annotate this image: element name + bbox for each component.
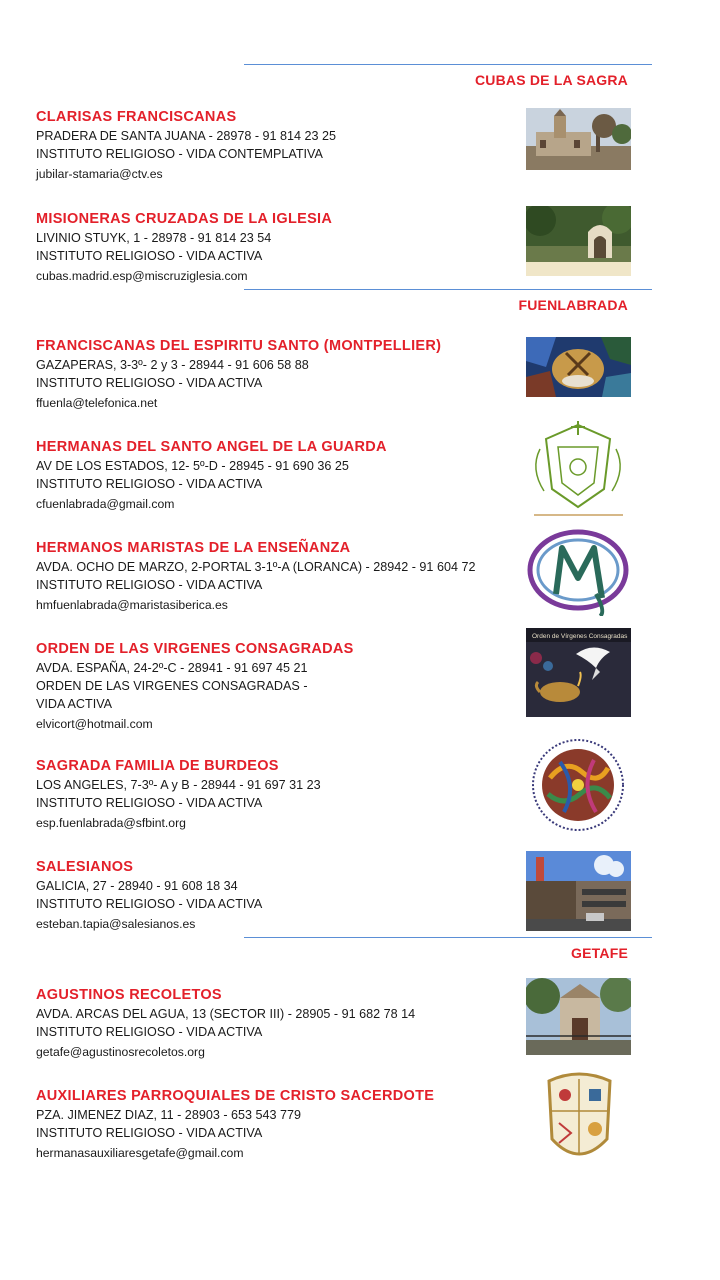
- entry-address: LIVINIO STUYK, 1 - 28978 - 91 814 23 54: [36, 231, 272, 245]
- entry-email[interactable]: hmfuenlabrada@maristasiberica.es: [36, 598, 228, 612]
- entry-email[interactable]: jubilar-stamaria@ctv.es: [36, 167, 163, 181]
- poster-caption: Orden de Vírgenes Consagradas: [532, 633, 628, 640]
- entry-email[interactable]: cubas.madrid.esp@miscruziglesia.com: [36, 269, 248, 283]
- entry-type: INSTITUTO RELIGIOSO - VIDA ACTIVA: [36, 477, 263, 491]
- stained-glass-emblem: [526, 337, 631, 397]
- entry-name: SALESIANOS: [36, 859, 134, 875]
- entry-address: AVDA. ESPAÑA, 24-2º-C - 28941 - 91 697 45 21: [36, 661, 308, 675]
- entry-email[interactable]: esteban.tapia@salesianos.es: [36, 917, 196, 931]
- entry-email[interactable]: getafe@agustinosrecoletos.org: [36, 1045, 205, 1059]
- entry-address: LOS ANGELES, 7-3º- A y B - 28944 - 91 697 31 23: [36, 778, 321, 792]
- entry-type: ORDEN DE LAS VIRGENES CONSAGRADAS -: [36, 679, 308, 693]
- entry-type: INSTITUTO RELIGIOSO - VIDA ACTIVA: [36, 376, 263, 390]
- entry-name: ORDEN DE LAS VIRGENES CONSAGRADAS: [36, 641, 354, 657]
- section-divider: [244, 289, 652, 290]
- entry-address: GALICIA, 27 - 28940 - 91 608 18 34: [36, 879, 238, 893]
- entry-name: FRANCISCANAS DEL ESPIRITU SANTO (MONTPELLIER): [36, 338, 442, 354]
- church-trees-photo: [526, 978, 631, 1055]
- section-title: CUBAS DE LA SAGRA: [475, 72, 628, 88]
- church-photo: [526, 108, 631, 170]
- entry-name: CLARISAS FRANCISCANAS: [36, 109, 237, 125]
- shield-coat-of-arms: [541, 1067, 618, 1169]
- mosaic-round-emblem: [530, 738, 627, 832]
- section-divider: [244, 937, 652, 938]
- entry-type: INSTITUTO RELIGIOSO - VIDA CONTEMPLATIVA: [36, 147, 323, 161]
- spirituality-house-photo: [526, 206, 631, 276]
- entry-type: INSTITUTO RELIGIOSO - VIDA ACTIVA: [36, 1025, 263, 1039]
- entry-type: INSTITUTO RELIGIOSO - VIDA ACTIVA: [36, 897, 263, 911]
- entry-name: MISIONERAS CRUZADAS DE LA IGLESIA: [36, 211, 333, 227]
- entry-type: INSTITUTO RELIGIOSO - VIDA ACTIVA: [36, 1126, 263, 1140]
- entry-name: AUXILIARES PARROQUIALES DE CRISTO SACERDOTE: [36, 1088, 435, 1104]
- building-photo: [526, 851, 631, 931]
- entry-address: AV DE LOS ESTADOS, 12- 5º-D - 28945 - 91 690 36 25: [36, 459, 349, 473]
- entry-email[interactable]: esp.fuenlabrada@sfbint.org: [36, 816, 186, 830]
- entry-type: INSTITUTO RELIGIOSO - VIDA ACTIVA: [36, 796, 263, 810]
- dove-lamp-poster: [526, 628, 631, 717]
- entry-email[interactable]: hermanasauxiliaresgetafe@gmail.com: [36, 1146, 244, 1160]
- entry-address: PRADERA DE SANTA JUANA - 28978 - 91 814 23 25: [36, 129, 337, 143]
- entry-name: SAGRADA FAMILIA DE BURDEOS: [36, 758, 279, 774]
- entry-email[interactable]: elvicort@hotmail.com: [36, 717, 153, 731]
- entry-email[interactable]: cfuenlabrada@gmail.com: [36, 497, 175, 511]
- entry-name: AGUSTINOS RECOLETOS: [36, 987, 222, 1003]
- entry-type-cont: VIDA ACTIVA: [36, 697, 113, 711]
- entry-address: AVDA. ARCAS DEL AGUA, 13 (SECTOR III) - 28905 - 91 682 78 14: [36, 1007, 416, 1021]
- section-title: FUENLABRADA: [518, 297, 628, 313]
- entry-name: HERMANOS MARISTAS DE LA ENSEÑANZA: [36, 540, 351, 556]
- entry-type: INSTITUTO RELIGIOSO - VIDA ACTIVA: [36, 578, 263, 592]
- entry-email[interactable]: ffuenla@telefonica.net: [36, 396, 158, 410]
- entry-name: HERMANAS DEL SANTO ANGEL DE LA GUARDA: [36, 439, 387, 455]
- entry-address: AVDA. OCHO DE MARZO, 2-PORTAL 3-1º-A (LORANCA) - 28942 - 91 604 72: [36, 560, 476, 574]
- section-divider: [244, 64, 652, 65]
- marist-logo: [526, 524, 631, 616]
- guardian-angel-crest: [526, 419, 631, 517]
- entry-address: GAZAPERAS, 3-3º- 2 y 3 - 28944 - 91 606 58 88: [36, 358, 309, 372]
- entry-type: INSTITUTO RELIGIOSO - VIDA ACTIVA: [36, 249, 263, 263]
- section-title: GETAFE: [571, 945, 628, 961]
- entry-address: PZA. JIMENEZ DIAZ, 11 - 28903 - 653 543 779: [36, 1108, 302, 1122]
